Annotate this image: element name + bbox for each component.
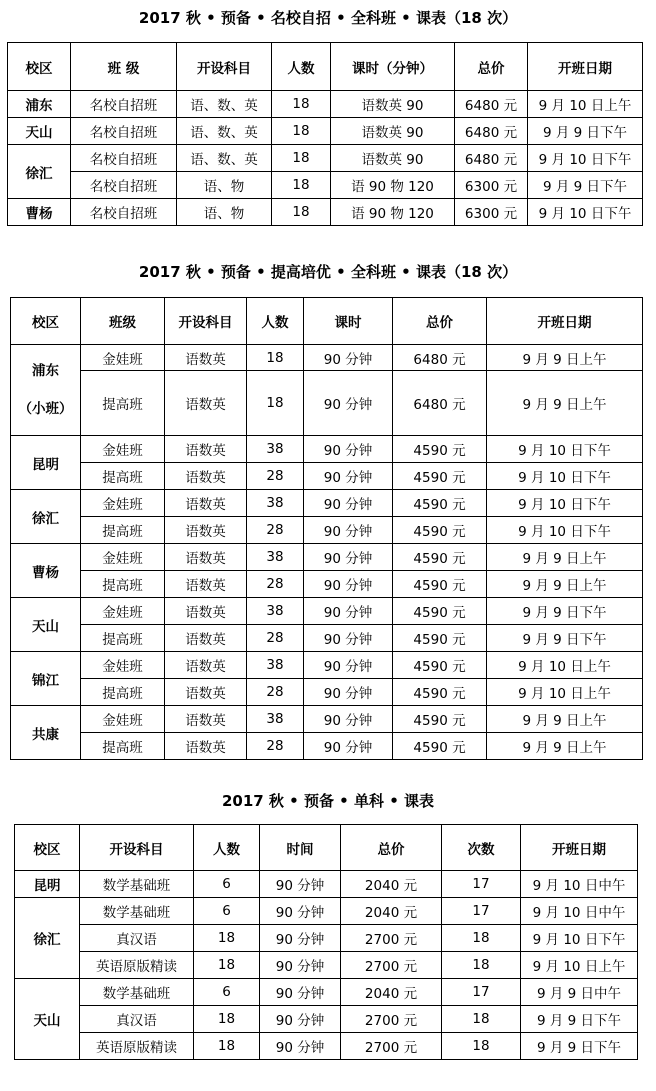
subjects-cell: 语数英 bbox=[165, 598, 247, 625]
date-cell: 9 月 10 日下午 bbox=[487, 436, 643, 463]
header-cell: 总价 bbox=[455, 43, 528, 91]
price-cell: 6480 元 bbox=[455, 91, 528, 118]
time-cell: 90 分钟 bbox=[260, 1006, 341, 1033]
table-row bbox=[8, 118, 643, 145]
hours-cell: 语数英 90 bbox=[331, 91, 455, 118]
table-row bbox=[8, 145, 643, 172]
count-cell: 28 bbox=[247, 733, 304, 760]
date-cell: 9 月 10 日中午 bbox=[521, 898, 638, 925]
campus-cell: 徐汇 bbox=[11, 490, 81, 544]
header-cell: 课时 bbox=[304, 298, 393, 345]
count-cell: 18 bbox=[272, 172, 331, 199]
count-cell: 18 bbox=[272, 145, 331, 172]
price-cell: 4590 元 bbox=[393, 679, 487, 706]
class-cell: 提高班 bbox=[81, 679, 165, 706]
count-cell: 18 bbox=[272, 199, 331, 226]
header-cell: 开设科目 bbox=[177, 43, 272, 91]
subjects-cell: 语、物 bbox=[177, 199, 272, 226]
subjects-cell: 语数英 bbox=[165, 625, 247, 652]
table-row bbox=[15, 952, 638, 979]
schedule-table-3 bbox=[14, 824, 638, 1060]
class-cell: 提高班 bbox=[81, 625, 165, 652]
subjects-cell: 语数英 bbox=[165, 436, 247, 463]
count-cell: 18 bbox=[194, 1033, 260, 1060]
count-cell: 18 bbox=[194, 1006, 260, 1033]
price-cell: 2700 元 bbox=[341, 1033, 442, 1060]
class-cell: 金娃班 bbox=[81, 544, 165, 571]
price-cell: 4590 元 bbox=[393, 463, 487, 490]
table-header-row bbox=[11, 298, 643, 345]
table-row bbox=[15, 871, 638, 898]
header-cell: 人数 bbox=[272, 43, 331, 91]
date-cell: 9 月 10 日下午 bbox=[487, 490, 643, 517]
table-row bbox=[11, 490, 643, 517]
hours-cell: 90 分钟 bbox=[304, 345, 393, 371]
table-row bbox=[11, 436, 643, 463]
class-cell: 名校自招班 bbox=[71, 199, 177, 226]
price-cell: 2040 元 bbox=[341, 871, 442, 898]
class-cell: 金娃班 bbox=[81, 490, 165, 517]
price-cell: 2700 元 bbox=[341, 952, 442, 979]
hours-cell: 90 分钟 bbox=[304, 371, 393, 436]
class-cell: 金娃班 bbox=[81, 436, 165, 463]
hours-cell: 90 分钟 bbox=[304, 598, 393, 625]
header-cell: 开设科目 bbox=[165, 298, 247, 345]
date-cell: 9 月 10 日中午 bbox=[521, 871, 638, 898]
table-header-row bbox=[8, 43, 643, 91]
class-cell: 名校自招班 bbox=[71, 91, 177, 118]
table-row bbox=[15, 1006, 638, 1033]
table-row bbox=[15, 925, 638, 952]
times-cell: 17 bbox=[442, 898, 521, 925]
table-row bbox=[15, 898, 638, 925]
header-cell: 次数 bbox=[442, 825, 521, 871]
campus-cell: 浦东 bbox=[8, 91, 71, 118]
date-cell: 9 月 10 日下午 bbox=[487, 463, 643, 490]
class-cell: 金娃班 bbox=[81, 652, 165, 679]
date-cell: 9 月 9 日下午 bbox=[521, 1033, 638, 1060]
subjects-cell: 语数英 bbox=[165, 490, 247, 517]
price-cell: 4590 元 bbox=[393, 652, 487, 679]
subjects-cell: 语数英 bbox=[165, 679, 247, 706]
price-cell: 6300 元 bbox=[455, 199, 528, 226]
time-cell: 90 分钟 bbox=[260, 952, 341, 979]
count-cell: 38 bbox=[247, 706, 304, 733]
subject-cell: 英语原版精读 bbox=[80, 952, 194, 979]
campus-cell: 曹杨 bbox=[11, 544, 81, 598]
times-cell: 17 bbox=[442, 979, 521, 1006]
campus-cell: 昆明 bbox=[11, 436, 81, 490]
times-cell: 18 bbox=[442, 952, 521, 979]
table-row bbox=[11, 706, 643, 733]
count-cell: 6 bbox=[194, 979, 260, 1006]
schedule-table-1 bbox=[7, 42, 643, 226]
campus-cell: 昆明 bbox=[15, 871, 80, 898]
subjects-cell: 语数英 bbox=[165, 371, 247, 436]
count-cell: 38 bbox=[247, 490, 304, 517]
table-row bbox=[8, 199, 643, 226]
date-cell: 9 月 10 日下午 bbox=[528, 145, 643, 172]
header-cell: 总价 bbox=[393, 298, 487, 345]
class-cell: 名校自招班 bbox=[71, 145, 177, 172]
date-cell: 9 月 9 日上午 bbox=[487, 544, 643, 571]
subject-cell: 数学基础班 bbox=[80, 979, 194, 1006]
table1-title: 2017 秋 • 预备 • 名校自招 • 全科班 • 课表（18 次） bbox=[138, 9, 518, 27]
header-cell: 校区 bbox=[8, 43, 71, 91]
header-cell: 总价 bbox=[341, 825, 442, 871]
table-row bbox=[15, 979, 638, 1006]
price-cell: 4590 元 bbox=[393, 733, 487, 760]
table-row bbox=[11, 544, 643, 571]
price-cell: 4590 元 bbox=[393, 571, 487, 598]
class-cell: 金娃班 bbox=[81, 345, 165, 371]
times-cell: 18 bbox=[442, 1033, 521, 1060]
table-row bbox=[11, 371, 643, 436]
campus-cell: 天山 bbox=[15, 979, 80, 1060]
campus-cell: 锦江 bbox=[11, 652, 81, 706]
count-cell: 28 bbox=[247, 679, 304, 706]
table-row bbox=[11, 679, 643, 706]
hours-cell: 90 分钟 bbox=[304, 679, 393, 706]
count-cell: 38 bbox=[247, 436, 304, 463]
date-cell: 9 月 9 日下午 bbox=[528, 118, 643, 145]
date-cell: 9 月 10 日上午 bbox=[521, 952, 638, 979]
table-row bbox=[15, 1033, 638, 1060]
count-cell: 38 bbox=[247, 652, 304, 679]
times-cell: 18 bbox=[442, 1006, 521, 1033]
count-cell: 18 bbox=[272, 118, 331, 145]
date-cell: 9 月 9 日中午 bbox=[521, 979, 638, 1006]
subjects-cell: 语数英 bbox=[165, 571, 247, 598]
count-cell: 18 bbox=[272, 91, 331, 118]
table2-title: 2017 秋 • 预备 • 提高培优 • 全科班 • 课表（18 次） bbox=[138, 263, 518, 281]
subject-cell: 数学基础班 bbox=[80, 898, 194, 925]
date-cell: 9 月 9 日上午 bbox=[487, 571, 643, 598]
date-cell: 9 月 10 日下午 bbox=[528, 199, 643, 226]
table-row bbox=[11, 625, 643, 652]
subject-cell: 真汉语 bbox=[80, 1006, 194, 1033]
date-cell: 9 月 9 日下午 bbox=[487, 598, 643, 625]
date-cell: 9 月 10 日上午 bbox=[487, 679, 643, 706]
hours-cell: 语数英 90 bbox=[331, 118, 455, 145]
price-cell: 4590 元 bbox=[393, 490, 487, 517]
class-cell: 名校自招班 bbox=[71, 172, 177, 199]
header-cell: 开班日期 bbox=[521, 825, 638, 871]
table-row bbox=[11, 571, 643, 598]
subjects-cell: 语数英 bbox=[165, 463, 247, 490]
hours-cell: 90 分钟 bbox=[304, 652, 393, 679]
header-cell: 校区 bbox=[11, 298, 81, 345]
hours-cell: 语数英 90 bbox=[331, 145, 455, 172]
price-cell: 4590 元 bbox=[393, 517, 487, 544]
time-cell: 90 分钟 bbox=[260, 979, 341, 1006]
times-cell: 17 bbox=[442, 871, 521, 898]
campus-cell: 曹杨 bbox=[8, 199, 71, 226]
subjects-cell: 语数英 bbox=[165, 706, 247, 733]
time-cell: 90 分钟 bbox=[260, 898, 341, 925]
header-cell: 校区 bbox=[15, 825, 80, 871]
table-row bbox=[8, 172, 643, 199]
campus-cell: 徐汇 bbox=[15, 898, 80, 979]
campus-name: 浦东 bbox=[32, 363, 59, 379]
hours-cell: 90 分钟 bbox=[304, 733, 393, 760]
subjects-cell: 语数英 bbox=[165, 652, 247, 679]
hours-cell: 语 90 物 120 bbox=[331, 172, 455, 199]
price-cell: 6480 元 bbox=[393, 371, 487, 436]
class-cell: 金娃班 bbox=[81, 598, 165, 625]
table-row bbox=[11, 517, 643, 544]
header-cell: 人数 bbox=[194, 825, 260, 871]
hours-cell: 90 分钟 bbox=[304, 490, 393, 517]
price-cell: 2040 元 bbox=[341, 979, 442, 1006]
header-cell: 开班日期 bbox=[487, 298, 643, 345]
count-cell: 38 bbox=[247, 544, 304, 571]
count-cell: 18 bbox=[247, 371, 304, 436]
table-header-row bbox=[15, 825, 638, 871]
header-cell: 开班日期 bbox=[528, 43, 643, 91]
class-cell: 提高班 bbox=[81, 571, 165, 598]
campus-note: （小班） bbox=[18, 401, 73, 417]
price-cell: 4590 元 bbox=[393, 625, 487, 652]
price-cell: 4590 元 bbox=[393, 598, 487, 625]
subjects-cell: 语数英 bbox=[165, 544, 247, 571]
schedule-table-2 bbox=[10, 297, 643, 760]
campus-cell: 天山 bbox=[11, 598, 81, 652]
class-cell: 名校自招班 bbox=[71, 118, 177, 145]
header-cell: 人数 bbox=[247, 298, 304, 345]
header-cell: 班级 bbox=[81, 298, 165, 345]
table-row bbox=[11, 733, 643, 760]
header-cell: 时间 bbox=[260, 825, 341, 871]
subject-cell: 英语原版精读 bbox=[80, 1033, 194, 1060]
header-cell: 班 级 bbox=[71, 43, 177, 91]
count-cell: 6 bbox=[194, 898, 260, 925]
subjects-cell: 语、数、英 bbox=[177, 91, 272, 118]
hours-cell: 90 分钟 bbox=[304, 544, 393, 571]
time-cell: 90 分钟 bbox=[260, 1033, 341, 1060]
table-row bbox=[8, 91, 643, 118]
subjects-cell: 语数英 bbox=[165, 733, 247, 760]
table3-title: 2017 秋 • 预备 • 单科 • 课表 bbox=[221, 792, 435, 810]
hours-cell: 90 分钟 bbox=[304, 625, 393, 652]
campus-cell bbox=[11, 345, 81, 436]
count-cell: 18 bbox=[194, 925, 260, 952]
hours-cell: 90 分钟 bbox=[304, 436, 393, 463]
subjects-cell: 语数英 bbox=[165, 345, 247, 371]
date-cell: 9 月 10 日上午 bbox=[487, 652, 643, 679]
date-cell: 9 月 10 日上午 bbox=[528, 91, 643, 118]
hours-cell: 90 分钟 bbox=[304, 571, 393, 598]
date-cell: 9 月 9 日下午 bbox=[487, 625, 643, 652]
table-row bbox=[11, 463, 643, 490]
subject-cell: 数学基础班 bbox=[80, 871, 194, 898]
class-cell: 提高班 bbox=[81, 517, 165, 544]
subjects-cell: 语数英 bbox=[165, 517, 247, 544]
class-cell: 金娃班 bbox=[81, 706, 165, 733]
price-cell: 4590 元 bbox=[393, 544, 487, 571]
time-cell: 90 分钟 bbox=[260, 925, 341, 952]
campus-cell: 徐汇 bbox=[8, 145, 71, 199]
subject-cell: 真汉语 bbox=[80, 925, 194, 952]
times-cell: 18 bbox=[442, 925, 521, 952]
date-cell: 9 月 9 日上午 bbox=[487, 371, 643, 436]
count-cell: 18 bbox=[194, 952, 260, 979]
count-cell: 18 bbox=[247, 345, 304, 371]
table-row bbox=[11, 598, 643, 625]
price-cell: 6480 元 bbox=[455, 145, 528, 172]
hours-cell: 语 90 物 120 bbox=[331, 199, 455, 226]
table-row bbox=[11, 652, 643, 679]
subjects-cell: 语、物 bbox=[177, 172, 272, 199]
price-cell: 4590 元 bbox=[393, 706, 487, 733]
count-cell: 6 bbox=[194, 871, 260, 898]
count-cell: 38 bbox=[247, 598, 304, 625]
class-cell: 提高班 bbox=[81, 733, 165, 760]
class-cell: 提高班 bbox=[81, 371, 165, 436]
date-cell: 9 月 9 日上午 bbox=[487, 345, 643, 371]
count-cell: 28 bbox=[247, 571, 304, 598]
price-cell: 2700 元 bbox=[341, 1006, 442, 1033]
date-cell: 9 月 9 日上午 bbox=[487, 706, 643, 733]
hours-cell: 90 分钟 bbox=[304, 517, 393, 544]
count-cell: 28 bbox=[247, 517, 304, 544]
price-cell: 2700 元 bbox=[341, 925, 442, 952]
count-cell: 28 bbox=[247, 463, 304, 490]
date-cell: 9 月 10 日下午 bbox=[487, 517, 643, 544]
price-cell: 4590 元 bbox=[393, 436, 487, 463]
header-cell: 课时（分钟） bbox=[331, 43, 455, 91]
hours-cell: 90 分钟 bbox=[304, 463, 393, 490]
price-cell: 6300 元 bbox=[455, 172, 528, 199]
campus-cell: 天山 bbox=[8, 118, 71, 145]
class-cell: 提高班 bbox=[81, 463, 165, 490]
subjects-cell: 语、数、英 bbox=[177, 145, 272, 172]
date-cell: 9 月 9 日上午 bbox=[487, 733, 643, 760]
date-cell: 9 月 10 日下午 bbox=[521, 925, 638, 952]
date-cell: 9 月 9 日下午 bbox=[528, 172, 643, 199]
hours-cell: 90 分钟 bbox=[304, 706, 393, 733]
table-row bbox=[11, 345, 643, 371]
time-cell: 90 分钟 bbox=[260, 871, 341, 898]
price-cell: 2040 元 bbox=[341, 898, 442, 925]
price-cell: 6480 元 bbox=[455, 118, 528, 145]
count-cell: 28 bbox=[247, 625, 304, 652]
header-cell: 开设科目 bbox=[80, 825, 194, 871]
price-cell: 6480 元 bbox=[393, 345, 487, 371]
subjects-cell: 语、数、英 bbox=[177, 118, 272, 145]
campus-cell: 共康 bbox=[11, 706, 81, 760]
date-cell: 9 月 9 日下午 bbox=[521, 1006, 638, 1033]
